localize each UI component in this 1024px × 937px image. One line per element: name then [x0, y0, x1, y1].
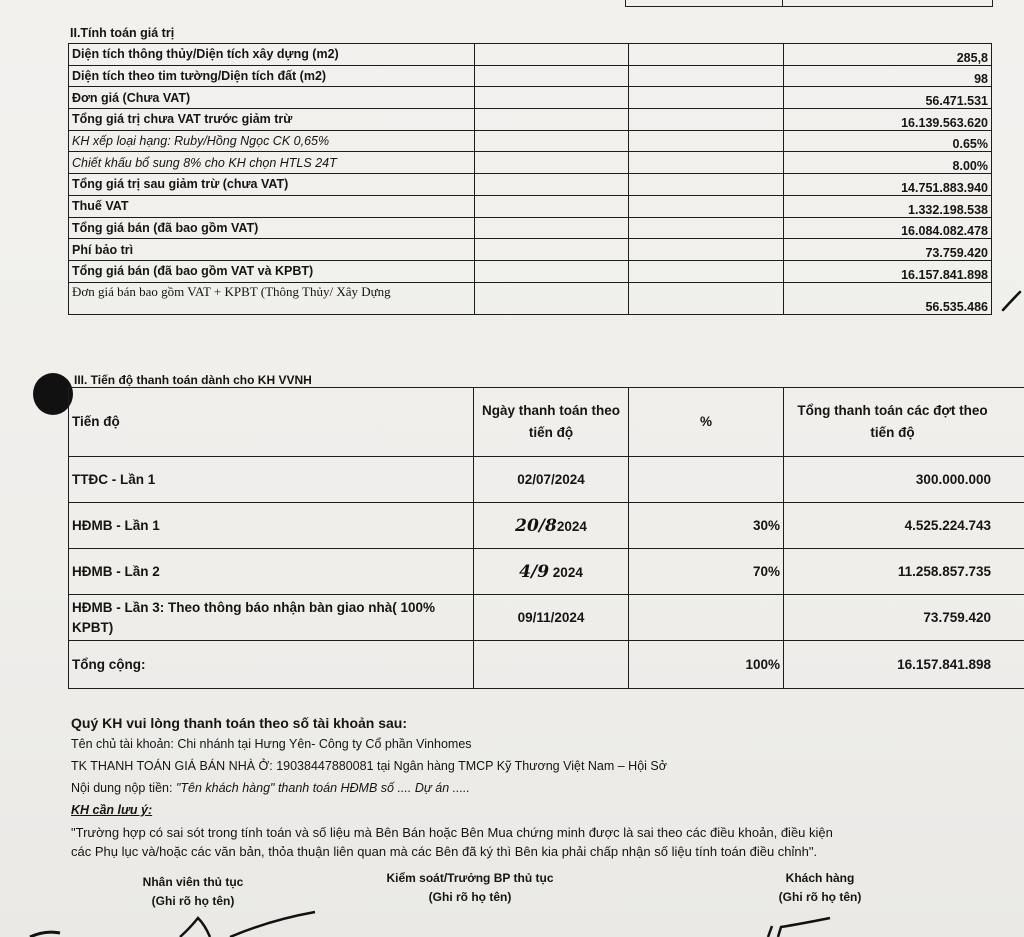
note-line-2: các Phụ lục và/hoặc các văn bản, thỏa thuận liên quan mà các Bên đã ký thì Bên kia phải chấp nhận số liệu tính toán điều chỉnh". — [71, 844, 818, 859]
header-total: Tổng thanh toán các đợt theo tiến độ — [784, 388, 1024, 457]
row-value: 56.471.531 — [784, 87, 992, 109]
row-label: Diện tích theo tim tường/Diện tích đất (m2) — [69, 65, 475, 87]
row-label: Tổng giá bán (đã bao gồm VAT và KPBT) — [69, 260, 475, 282]
note-label: KH cần lưu ý: — [71, 803, 153, 817]
signature-title: Khách hàng — [785, 871, 855, 885]
signature-sub: (Ghi rõ họ tên) — [778, 890, 862, 904]
row-value: 14.751.883.940 — [784, 174, 992, 196]
header-progress: Tiến độ — [69, 388, 474, 457]
row-label: HĐMB - Lần 3: Theo thông báo nhận bàn giao nhà( 100% KPBT) — [69, 595, 474, 641]
row-percent: 30% — [629, 503, 784, 549]
row-value: 73.759.420 — [784, 239, 992, 261]
signature-sub: (Ghi rõ họ tên) — [151, 894, 235, 908]
row-date: 02/07/2024 — [474, 457, 629, 503]
signature-stroke — [230, 912, 315, 937]
signature-title: Nhân viên thủ tục — [142, 875, 244, 889]
row-label: Phí bảo trì — [69, 239, 475, 261]
tick-mark — [1003, 292, 1020, 310]
row-value: 16.157.841.898 — [784, 260, 992, 282]
signature-sub: (Ghi rõ họ tên) — [428, 890, 512, 904]
row-label: Đơn giá (Chưa VAT) — [69, 87, 475, 109]
row-label: Đơn giá bán bao gồm VAT + KPBT (Thông Thủy/ Xây Dựng — [69, 282, 475, 314]
row-label: Tổng giá trị sau giảm trừ (chưa VAT) — [69, 174, 475, 196]
row-value: 285,8 — [784, 44, 992, 66]
row-amount: 16.157.841.898 — [784, 641, 1024, 689]
handwritten-date: 20/8 — [515, 515, 557, 536]
row-label: Diện tích thông thủy/Diện tích xây dựng (m2) — [69, 44, 475, 66]
payment-content-label: Nội dung nộp tiền: — [71, 781, 176, 795]
row-value: 16.084.082.478 — [784, 217, 992, 239]
row-percent: 100% — [629, 641, 784, 689]
signature-stroke — [30, 932, 60, 937]
signature-title: Kiểm soát/Trưởng BP thủ tục — [386, 871, 554, 885]
handwritten-date: 4/9 — [519, 561, 550, 582]
section-3-title: III. Tiến độ thanh toán dành cho KH VVNH — [74, 373, 312, 387]
header-percent: % — [629, 388, 784, 457]
signature-stroke — [768, 918, 830, 937]
row-label: TTĐC - Lần 1 — [69, 457, 474, 503]
account-name: Tên chủ tài khoản: Chi nhánh tại Hưng Yên- Công ty Cổ phần Vinhomes — [71, 737, 472, 751]
note-line-1: "Trường hợp có sai sót trong tính toán và số liệu mà Bên Bán hoặc Bên Mua chứng minh được là sai theo các điều khoản, điều kiện — [71, 825, 833, 840]
header-date: Ngày thanh toán theo tiến độ — [474, 388, 629, 457]
row-label: Chiết khấu bổ sung 8% cho KH chọn HTLS 24T — [69, 152, 475, 174]
row-label: HĐMB - Lần 2 — [69, 549, 474, 595]
row-label: Tổng cộng: — [69, 641, 474, 689]
row-label: Tổng giá trị chưa VAT trước giảm trừ — [69, 109, 475, 131]
account-number: TK THANH TOÁN GIÁ BÁN NHÀ Ở: 19038447880081 tại Ngân hàng TMCP Kỹ Thương Việt Nam – Hội Sở — [71, 759, 667, 773]
row-label: Thuế VAT — [69, 195, 475, 217]
signature-stroke — [180, 918, 210, 937]
row-value: 8.00% — [784, 152, 992, 174]
printed-year: 2024 — [552, 564, 583, 580]
row-value: 98 — [784, 65, 992, 87]
row-value: 56.535.486 — [784, 282, 992, 314]
row-amount: 11.258.857.735 — [784, 549, 1024, 595]
payment-heading: Quý KH vui lòng thanh toán theo số tài khoản sau: — [71, 715, 408, 731]
row-date: 09/11/2024 — [474, 595, 629, 641]
row-value: 0.65% — [784, 130, 992, 152]
row-label: Tổng giá bán (đã bao gồm VAT) — [69, 217, 475, 239]
section-2-title: II.Tính toán giá trị — [70, 26, 175, 40]
row-value: 1.332.198.538 — [784, 195, 992, 217]
row-label: HĐMB - Lần 1 — [69, 503, 474, 549]
row-amount: 4.525.224.743 — [784, 503, 1024, 549]
row-label: KH xếp loại hạng: Ruby/Hồng Ngọc CK 0,65% — [69, 130, 475, 152]
row-amount: 73.759.420 — [784, 595, 1024, 641]
row-amount: 300.000.000 — [784, 457, 1024, 503]
payment-content-value: "Tên khách hàng" thanh toán HĐMB số .... Dự án ..... — [175, 781, 470, 795]
row-percent: 70% — [629, 549, 784, 595]
row-value: 16.139.563.620 — [784, 109, 992, 131]
printed-year: 2024 — [556, 518, 587, 534]
